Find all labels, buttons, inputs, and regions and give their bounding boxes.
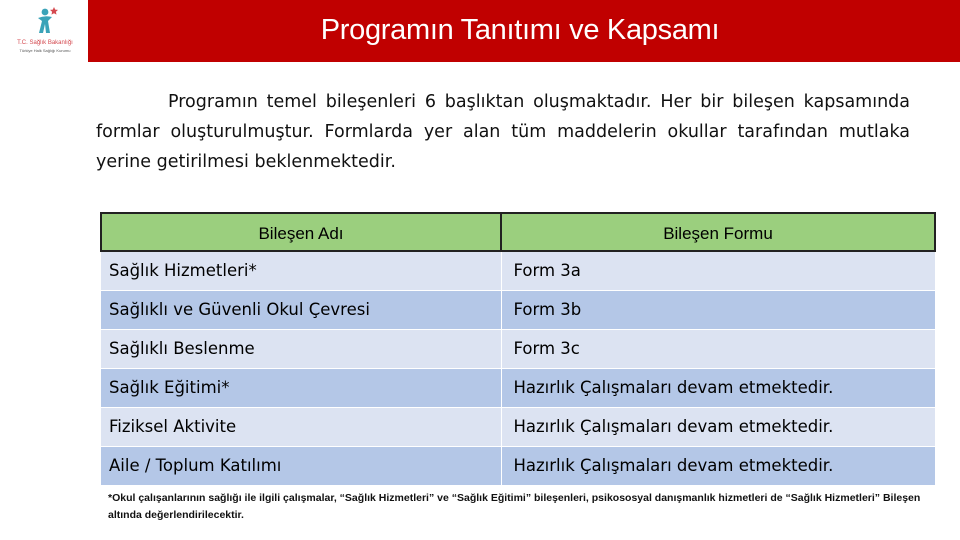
logo-name: T.C. Sağlık Bakanlığı (17, 40, 73, 46)
logo-subtitle: Türkiye Halk Sağlığı Kurumu (19, 48, 71, 53)
crescent-figure-icon (14, 4, 74, 42)
component-name-cell: Sağlıklı Beslenme (101, 329, 501, 368)
footnote: *Okul çalışanlarının sağlığı ile ilgili çalışmalar, “Sağlık Hizmetleri” ve “Sağlık Eğitimi” bileşenleri, psikososyal danışmanlık hizmetleri de “Sağlık Hizmetleri” Bileşen altında değerlendirilecektir. (108, 492, 921, 521)
component-name-cell: Sağlıklı ve Güvenli Okul Çevresi (101, 290, 501, 329)
component-name-cell: Sağlık Eğitimi* (101, 368, 501, 407)
component-name-cell: Fiziksel Aktivite (101, 407, 501, 446)
table-row (101, 407, 935, 446)
component-form-cell: Form 3c (501, 329, 935, 368)
component-form-cell: Hazırlık Çalışmaları devam etmektedir. (501, 407, 935, 446)
column-header-component-name: Bileşen Adı (101, 213, 501, 251)
table-row (101, 368, 935, 407)
component-form-cell: Form 3a (501, 251, 935, 290)
components-table (100, 212, 936, 486)
component-form-cell: Form 3b (501, 290, 935, 329)
component-name-cell: Sağlık Hizmetleri* (101, 251, 501, 290)
component-form-cell: Hazırlık Çalışmaları devam etmektedir. (501, 446, 935, 485)
component-form-cell: Hazırlık Çalışmaları devam etmektedir. (501, 368, 935, 407)
page-title: Programın Tanıtımı ve Kapsamı (320, 14, 720, 46)
table-row (101, 251, 935, 290)
table-row (101, 329, 935, 368)
table-row (101, 446, 935, 485)
table-header-row (101, 213, 935, 251)
intro-paragraph: Programın temel bileşenleri 6 başlıktan oluşmaktadır. Her bir bileşen kapsamında formlar oluşturulmuştur. Formlarda yer alan tüm maddelerin okullar tarafından mutlaka yerine getirilmesi beklenmektedir. (96, 92, 910, 172)
table-row (101, 290, 935, 329)
column-header-component-form: Bileşen Formu (501, 213, 935, 251)
ministry-logo (0, 0, 88, 62)
component-name-cell: Aile / Toplum Katılımı (101, 446, 501, 485)
